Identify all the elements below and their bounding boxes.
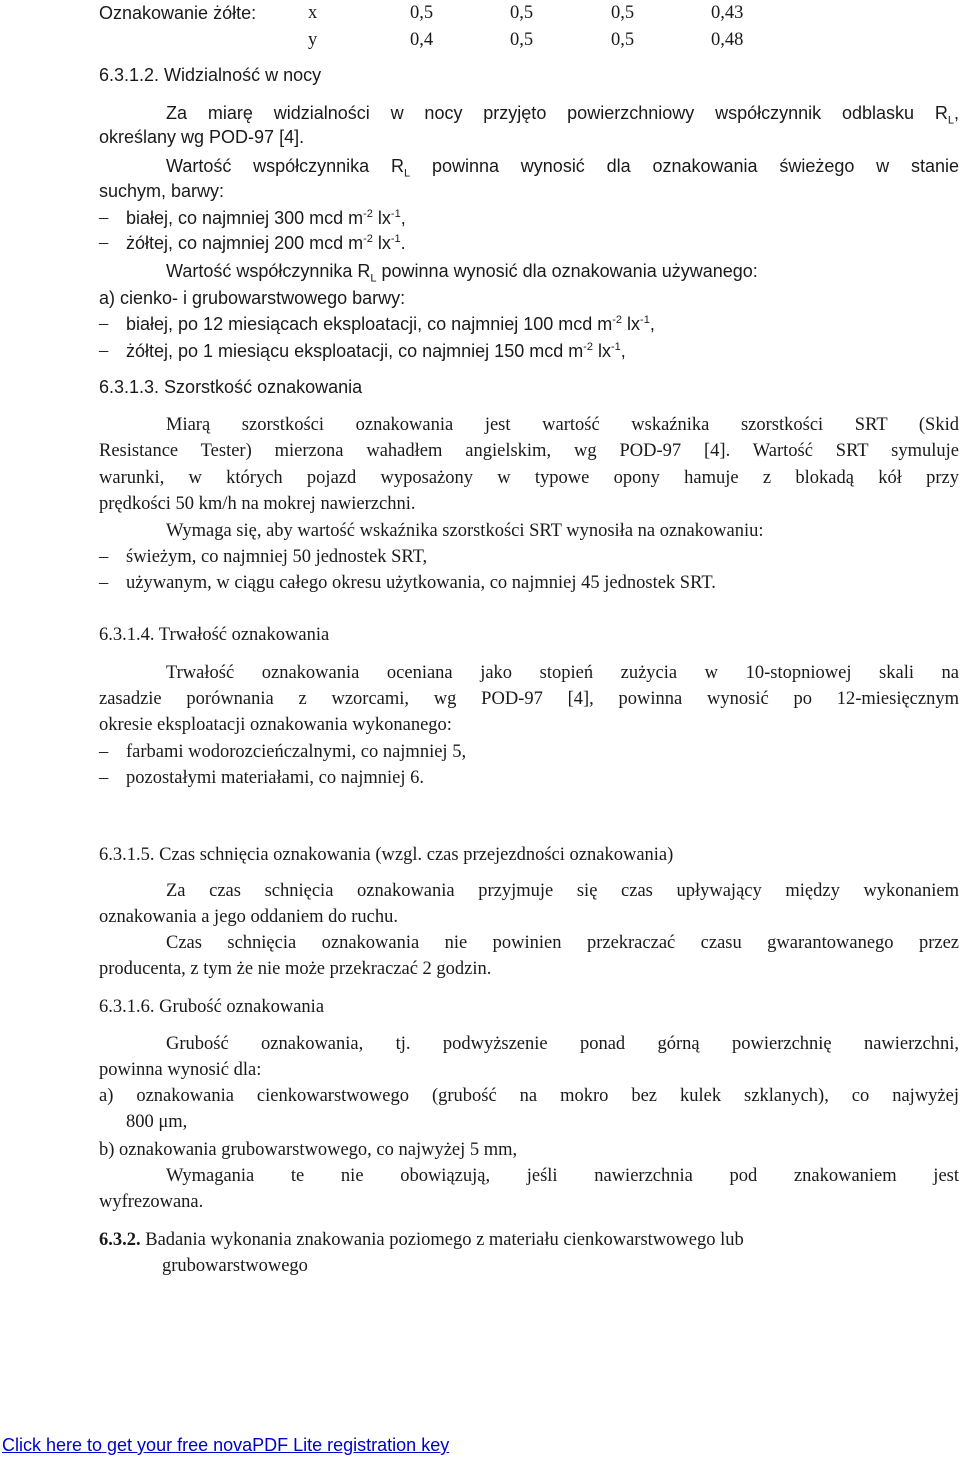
- paragraph-line: b) oznakowania grubowarstwowego, co najwyżej 5 mm,: [99, 1140, 518, 1160]
- paragraph-line: warunki, w których pojazd wyposażony w typowe opony hamuje z blokadą kół przy: [99, 468, 959, 488]
- paragraph-line: wyfrezowana.: [99, 1192, 204, 1212]
- paragraph-line: a) oznakowania cienkowarstwowego (grubość na mokro bez kulek szklanych), co najwyżej: [99, 1086, 959, 1106]
- paragraph-line: Wymaga się, aby wartość wskaźnika szorstkości SRT wynosiła na oznakowaniu:: [166, 521, 764, 541]
- list-item: żółtej, po 1 miesiącu eksploatacji, co najmniej 150 mcd $m^{-2}$ $lx^{-1}$,: [126, 341, 626, 361]
- section-heading: 6.3.1.2. Widzialność w nocy: [99, 65, 322, 85]
- y-value: 0,5: [611, 30, 635, 50]
- paragraph-line: Wartość współczynnika $R_L$ powinna wynosić dla oznakowania świeżego w stanie: [166, 156, 959, 180]
- paragraph-line: Wartość współczynnika $R_L$ powinna wynosić dla oznakowania używanego:: [166, 261, 758, 285]
- list-item: farbami wodorozcieńczalnymi, co najmniej 5,: [126, 742, 467, 762]
- section-heading: 6.3.2. Badania wykonania znakowania poziomego z materiału cienkowarstwowego lub: [99, 1230, 744, 1250]
- dash-bullet: –: [99, 573, 109, 593]
- paragraph-line: a) cienko- i grubowarstwowego barwy:: [99, 288, 406, 308]
- list-item: używanym, w ciągu całego okresu użytkowania, co najmniej 45 jednostek SRT.: [126, 573, 716, 593]
- list-item: białej, co najmniej 300 mcd $m^{-2}$ $lx^{-1}$,: [126, 208, 406, 228]
- section-heading: 6.3.1.5. Czas schnięcia oznakowania (wzgl. czas przejezdności oznakowania): [99, 845, 674, 865]
- y-value: 0,48: [711, 30, 744, 50]
- paragraph-line: oznakowania a jego oddaniem do ruchu.: [99, 907, 398, 927]
- x-value: 0,5: [510, 3, 534, 23]
- paragraph-line: zasadzie porównania z wzorcami, wg POD-97 [4], powinna wynosić po 12-miesięcznym: [99, 689, 959, 709]
- list-item: pozostałymi materiałami, co najmniej 6.: [126, 768, 424, 788]
- section-heading: 6.3.1.3. Szorstkość oznakowania: [99, 377, 363, 397]
- coord-x-label: x: [308, 3, 318, 23]
- dash-bullet: –: [99, 341, 109, 361]
- dash-bullet: –: [99, 742, 109, 762]
- coord-y-label: y: [308, 30, 318, 50]
- section-heading-cont: grubowarstwowego: [162, 1256, 308, 1276]
- paragraph-line: Resistance Tester) mierzona wahadłem angielskim, wg POD-97 [4]. Wartość SRT symuluje: [99, 441, 959, 461]
- list-item: świeżym, co najmniej 50 jednostek SRT,: [126, 547, 428, 567]
- section-heading: 6.3.1.4. Trwałość oznakowania: [99, 625, 330, 645]
- dash-bullet: –: [99, 768, 109, 788]
- paragraph-line: Za miarę widzialności w nocy przyjęto powierzchniowy współczynnik odblasku $R_L$,: [166, 103, 959, 127]
- paragraph-line: suchym, barwy:: [99, 181, 225, 201]
- paragraph-line: okresie eksploatacji oznakowania wykonanego:: [99, 715, 452, 735]
- list-item: białej, po 12 miesiącach eksploatacji, co najmniej 100 mcd $m^{-2}$ $lx^{-1}$,: [126, 314, 655, 334]
- paragraph-line: Czas schnięcia oznakowania nie powinien przekraczać czasu gwarantowanego przez: [166, 933, 959, 953]
- paragraph-line: Grubość oznakowania, tj. podwyższenie ponad górną powierzchnię nawierzchni,: [166, 1034, 959, 1054]
- paragraph-line: prędkości 50 km/h na mokrej nawierzchni.: [99, 494, 416, 514]
- dash-bullet: –: [99, 314, 109, 334]
- x-value: 0,5: [410, 3, 434, 23]
- section-heading: 6.3.1.6. Grubość oznakowania: [99, 997, 325, 1017]
- list-item: żółtej, co najmniej 200 mcd $m^{-2}$ $lx^{-1}$.: [126, 233, 406, 253]
- yellow-marking-label: Oznakowanie żółte:: [99, 3, 257, 23]
- paragraph-line: określany wg POD-97 [4].: [99, 127, 305, 147]
- paragraph-line: powinna wynosić dla:: [99, 1060, 262, 1080]
- dash-bullet: –: [99, 208, 109, 228]
- paragraph-line: producenta, z tym że nie może przekraczać 2 godzin.: [99, 959, 492, 979]
- x-value: 0,5: [611, 3, 635, 23]
- dash-bullet: –: [99, 547, 109, 567]
- paragraph-line: Trwałość oznakowania oceniana jako stopień zużycia w 10-stopniowej skali na: [166, 663, 959, 683]
- registration-link[interactable]: Click here to get your free novaPDF Lite registration key: [2, 1435, 450, 1455]
- paragraph-line: Miarą szorstkości oznakowania jest wartość wskaźnika szorstkości SRT (Skid: [166, 415, 959, 435]
- dash-bullet: –: [99, 233, 109, 253]
- y-value: 0,5: [510, 30, 534, 50]
- paragraph-line: Za czas schnięcia oznakowania przyjmuje się czas upływający między wykonaniem: [166, 881, 959, 901]
- x-value: 0,43: [711, 3, 744, 23]
- paragraph-line: Wymagania te nie obowiązują, jeśli nawierzchnia pod znakowaniem jest: [166, 1166, 959, 1186]
- y-value: 0,4: [410, 30, 434, 50]
- paragraph-line: 800 μm,: [126, 1112, 188, 1132]
